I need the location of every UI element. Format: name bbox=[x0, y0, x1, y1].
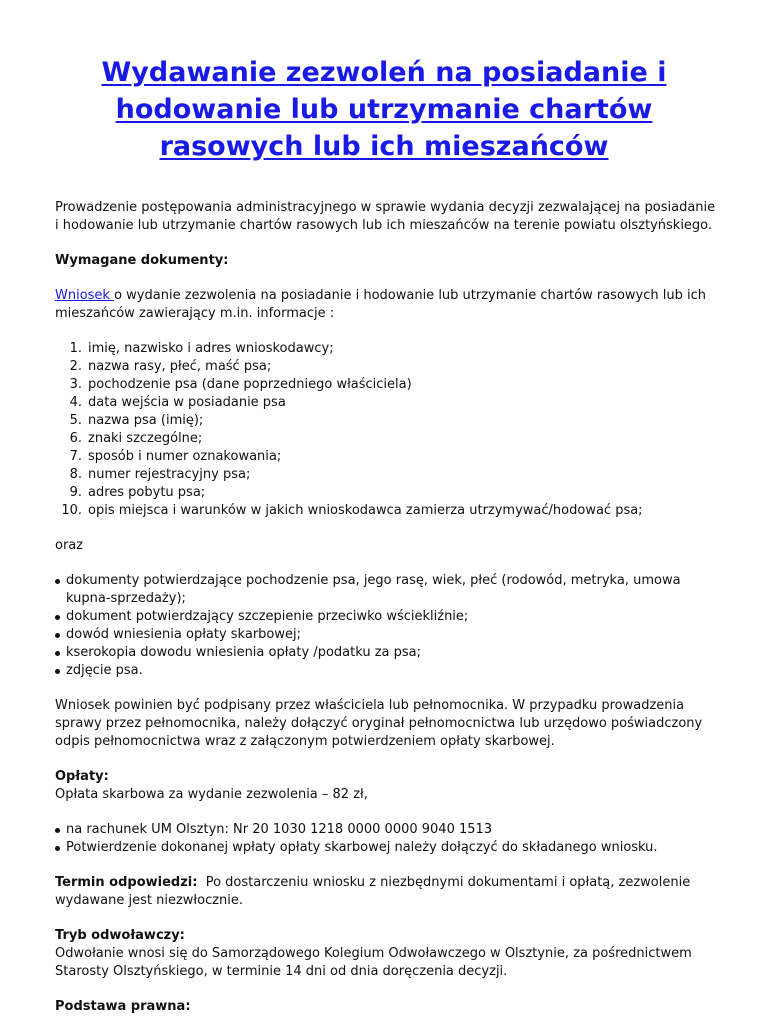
list-item-number: 7. bbox=[69, 449, 82, 464]
list-item bbox=[55, 358, 720, 376]
list-item bbox=[55, 394, 720, 412]
list-item-text: dokument potwierdzający szczepienie przeciwko wściekliźnie; bbox=[66, 609, 469, 624]
list-item-text: dowód wniesienia opłaty skarbowej; bbox=[66, 627, 301, 642]
list-item bbox=[55, 430, 720, 448]
bullet-icon bbox=[55, 615, 60, 620]
list-item-text: na rachunek UM Olsztyn: Nr 20 1030 1218 0000 0000 9040 1513 bbox=[66, 822, 493, 837]
bullet-icon bbox=[55, 633, 60, 638]
bullet-icon bbox=[55, 828, 60, 833]
list-item bbox=[55, 662, 720, 680]
list-item-text: data wejścia w posiadanie psa bbox=[88, 395, 286, 410]
page-title bbox=[40, 54, 728, 165]
list-item bbox=[55, 502, 720, 520]
list-item-text: nazwa rasy, płeć, maść psa; bbox=[88, 359, 272, 374]
list-item bbox=[55, 376, 720, 394]
list-item-number: 5. bbox=[69, 413, 82, 428]
list-item bbox=[55, 821, 720, 839]
list-item bbox=[55, 340, 720, 358]
list-item-text: sposób i numer oznakowania; bbox=[88, 449, 282, 464]
deadline-text: Po dostarczeniu wniosku z niezbędnymi dokumentami i opłatą, zezwolenie wydawane jest niezwłocznie. bbox=[55, 875, 695, 908]
appeal-heading: Tryb odwoławczy: bbox=[55, 928, 185, 943]
list-item-text: pochodzenie psa (dane poprzedniego właściciela) bbox=[88, 377, 412, 392]
deadline-paragraph bbox=[55, 874, 720, 910]
list-item-text: opis miejsca i warunków w jakich wnioskodawca zamierza utrzymywać/hodować psa; bbox=[88, 503, 643, 518]
bullet-icon bbox=[55, 651, 60, 656]
list-item-text: Potwierdzenie dokonanej wpłaty opłaty skarbowej należy dołączyć do składanego wniosku. bbox=[66, 840, 658, 855]
list-item-number: 8. bbox=[69, 467, 82, 482]
list-item-number: 10. bbox=[61, 503, 82, 518]
bullet-icon bbox=[55, 579, 60, 584]
list-item-text: dokumenty potwierdzające pochodzenie psa, jego rasę, wiek, płeć (rodowód, metryka, umowa kupna-sprzedaży); bbox=[66, 573, 681, 606]
documents-heading: Wymagane dokumenty: bbox=[55, 253, 229, 268]
signature-note: Wniosek powinien być podpisany przez właściciela lub pełnomocnika. W przypadku prowadzenia sprawy przez pełnomocnika, należy dołączyć oryginał pełnomocnictwa lub urzędowo poświadczony odpis pełnomocnictwa wraz z załączonym potwierdzeniem opłaty skarbowej. bbox=[55, 698, 703, 749]
list-item-number: 4. bbox=[69, 395, 82, 410]
deadline-heading: Termin odpowiedzi: bbox=[55, 875, 198, 890]
list-item bbox=[55, 839, 720, 857]
application-paragraph bbox=[55, 287, 720, 323]
application-description: o wydanie zezwolenia na posiadanie i hodowanie lub utrzymanie chartów rasowych lub ich mieszańców zawierający m.in. informacje : bbox=[55, 288, 706, 321]
document-body bbox=[55, 199, 720, 1016]
list-item-number: 2. bbox=[69, 359, 82, 374]
list-item bbox=[55, 484, 720, 502]
legal-basis-heading: Podstawa prawna: bbox=[55, 999, 191, 1014]
list-item bbox=[55, 608, 720, 626]
required-info-list bbox=[55, 340, 720, 520]
list-item-text: adres pobytu psa; bbox=[88, 485, 206, 500]
title-link[interactable]: Wydawanie zezwoleń na posiadanie i hodowanie lub utrzymanie chartów rasowych lub ich mieszańców bbox=[101, 57, 667, 162]
fees-heading: Opłaty: bbox=[55, 769, 109, 784]
oraz-text: oraz bbox=[55, 538, 84, 553]
list-item-text: imię, nazwisko i adres wnioskodawcy; bbox=[88, 341, 334, 356]
list-item bbox=[55, 412, 720, 430]
list-item-text: znaki szczególne; bbox=[88, 431, 203, 446]
list-item-number: 6. bbox=[69, 431, 82, 446]
fees-text: Opłata skarbowa za wydanie zezwolenia – 82 zł, bbox=[55, 787, 368, 802]
list-item bbox=[55, 644, 720, 662]
appeal-text: Odwołanie wnosi się do Samorządowego Kolegium Odwoławczego w Olsztynie, za pośrednictwem Starosty Olsztyńskiego, w terminie 14 dni od dnia doręczenia decyzji. bbox=[55, 946, 692, 979]
intro-paragraph: Prowadzenie postępowania administracyjnego w sprawie wydania decyzji zezwalającej na posiadanie i hodowanie lub utrzymanie chartów rasowych lub ich mieszańców na terenie powiatu olsztyńskiego. bbox=[55, 200, 716, 233]
list-item bbox=[55, 572, 720, 608]
list-item-text: zdjęcie psa. bbox=[66, 663, 143, 678]
list-item bbox=[55, 466, 720, 484]
application-form-link[interactable]: Wniosek bbox=[55, 288, 115, 303]
bullet-icon bbox=[55, 846, 60, 851]
bullet-icon bbox=[55, 669, 60, 674]
list-item-text: nazwa psa (imię); bbox=[88, 413, 204, 428]
list-item-text: numer rejestracyjny psa; bbox=[88, 467, 251, 482]
list-item-number: 3. bbox=[69, 377, 82, 392]
list-item bbox=[55, 448, 720, 466]
list-item-number: 1. bbox=[69, 341, 82, 356]
list-item-text: kserokopia dowodu wniesienia opłaty /podatku za psa; bbox=[66, 645, 422, 660]
attachments-list bbox=[55, 572, 720, 680]
list-item bbox=[55, 626, 720, 644]
fees-list bbox=[55, 821, 720, 857]
list-item-number: 9. bbox=[69, 485, 82, 500]
